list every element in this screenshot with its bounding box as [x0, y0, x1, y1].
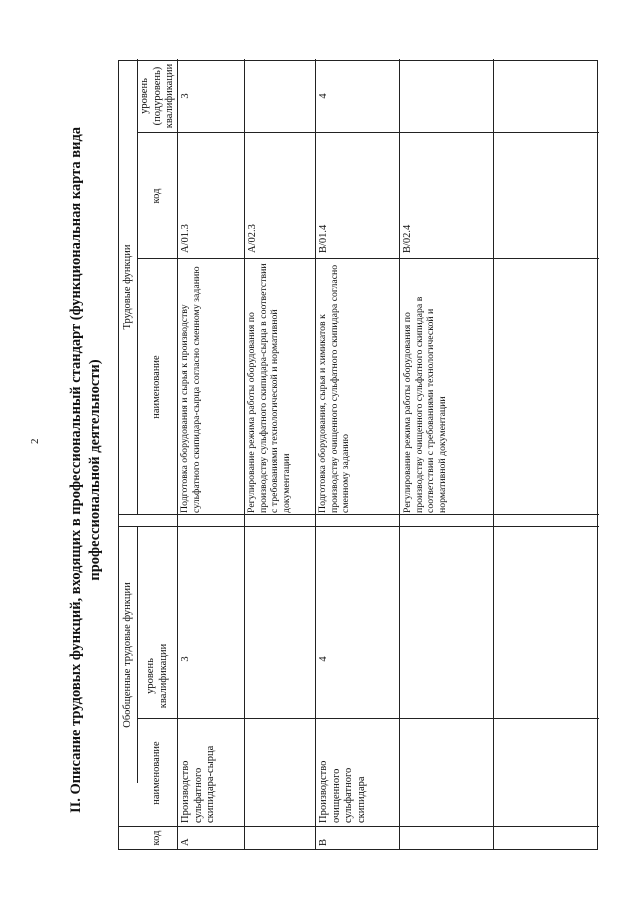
labor-function-code: A/02.3 — [247, 224, 258, 253]
col-header-code: код — [151, 830, 162, 846]
col-header-tf-code: код — [151, 188, 162, 204]
col-header-name: наименование — [151, 741, 162, 805]
labor-function-code: B/02.4 — [402, 224, 413, 253]
labor-function-name: Регулирование режима работы оборудования по производству сульфатного скипидара-сырца в соответствии с требованиями технологической и нормативной документации — [246, 263, 292, 513]
functions-table — [118, 60, 598, 850]
page-number: 2 — [29, 438, 41, 444]
labor-function-name: Подготовка оборудования и сырья к производству сульфатного скипидара-сырца согласно сменному заданию — [179, 266, 202, 513]
generalized-function-name: Производство очищенного сульфатного скипидара — [318, 760, 367, 823]
generalized-function-level: 4 — [318, 656, 329, 662]
row-code: A — [180, 838, 191, 846]
group-header-generalized: Обобщенные трудовые функции — [122, 582, 133, 728]
group-header-labor: Трудовые функции — [122, 244, 133, 330]
col-header-tf-level: уровень (подуровень) квалификации — [139, 63, 175, 129]
row-code: B — [318, 838, 329, 846]
labor-function-name: Регулирование режима работы оборудования по производству очищенного сульфатного скипидара в соответствии с требованиями технологической и нормативной документации — [402, 296, 448, 513]
col-header-tf-name: наименование — [151, 355, 162, 419]
labor-function-level: 4 — [318, 93, 329, 99]
heading-line-2: профессиональной деятельности) — [87, 359, 103, 581]
labor-function-code: B/01.4 — [318, 224, 329, 253]
labor-function-code: A/01.3 — [180, 224, 191, 253]
labor-function-name: Подготовка оборудования, сырья и химикатов к производству очищенного сульфатного скипидара согласно сменному заданию — [317, 264, 352, 513]
generalized-function-level: 3 — [180, 656, 191, 662]
labor-function-level: 3 — [180, 93, 191, 99]
section-heading — [67, 75, 105, 865]
heading-line-1: II. Описание трудовых функций, входящих в профессиональный стандарт (функциональная карта вида — [68, 126, 84, 814]
generalized-function-name: Производство сульфатного скипидара-сырца — [180, 745, 216, 823]
col-header-level: уровень квалификации — [145, 643, 169, 709]
